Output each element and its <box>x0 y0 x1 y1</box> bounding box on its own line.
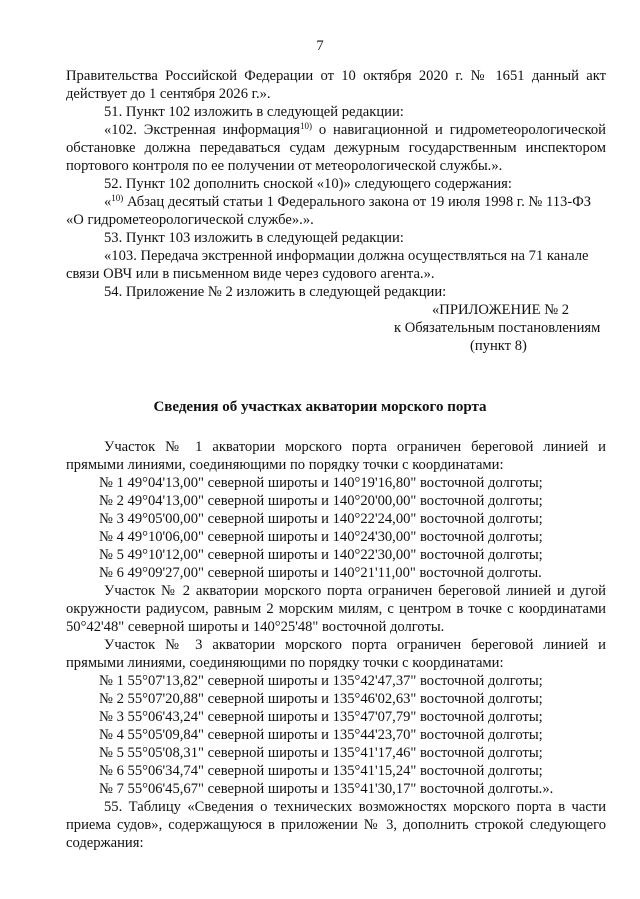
line-text: портового контроля по ее получении от метеорологической службы.». <box>66 158 503 174</box>
text-line <box>104 799 606 816</box>
text-line <box>66 817 606 834</box>
line-text: обстановке должна передаваться судам дежурным государственным инспектором <box>66 140 606 156</box>
text-line <box>66 158 502 175</box>
text-line <box>104 439 606 456</box>
line-text: № 7 55°06'45,67" северной широты и 135°41'30,17" восточной долготы.». <box>99 781 554 797</box>
line-text: № 5 55°05'08,31" северной широты и 135°41'17,46" восточной долготы; <box>99 745 543 761</box>
line-text: прямыми линиями, соединяющими по порядку точки с координатами: <box>66 457 504 473</box>
text-line <box>99 691 543 708</box>
line-text: Участок № 2 акватории морского порта ограничен береговой линией и дугой <box>104 583 606 599</box>
text-line <box>66 86 271 103</box>
text-line <box>66 655 504 672</box>
line-text: прямыми линиями, соединяющими по порядку точки с координатами: <box>66 655 504 671</box>
line-text: Участок № 3 акватории морского порта ограничен береговой линией и <box>104 637 606 653</box>
text-line <box>66 266 435 283</box>
page-number: 7 <box>316 38 324 54</box>
text-line <box>66 835 144 852</box>
line-text: № 1 55°07'13,82" северной широты и 135°42'47,37" восточной долготы; <box>99 673 543 689</box>
line-text: «ПРИЛОЖЕНИЕ № 2 <box>432 302 570 318</box>
text-line <box>99 727 543 744</box>
line-text: № 2 55°07'20,88" северной широты и 135°46'02,63" восточной долготы; <box>99 691 543 707</box>
line-text: 52. Пункт 102 дополнить сноской «10)» следующего содержания: <box>104 176 512 192</box>
text-line <box>99 763 543 780</box>
line-text: Участок № 1 акватории морского порта ограничен береговой линией и <box>104 439 606 455</box>
line-text: действует до 1 сентября 2026 г.». <box>66 86 271 102</box>
line-text: № 3 55°06'43,24" северной широты и 135°47'07,79" восточной долготы; <box>99 709 543 725</box>
text-line <box>104 248 588 265</box>
footnote-marker: 10) <box>299 122 312 131</box>
section-title <box>0 399 640 416</box>
line-text: приема судов», содержащуюся в приложении № 3, дополнить строкой следующего <box>66 817 606 833</box>
line-text: 53. Пункт 103 изложить в следующей редакции: <box>104 230 404 246</box>
text-line <box>104 176 512 193</box>
line-text: (пункт 8) <box>470 338 527 354</box>
line-text: 50°42'48" северной широты и 140°25'48" восточной долготы. <box>66 619 445 635</box>
line-text: № 4 49°10'06,00" северной широты и 140°24'30,00" восточной долготы; <box>99 529 543 545</box>
text-line <box>99 547 543 564</box>
line-text: № 6 55°06'34,74" северной широты и 135°41'15,24" восточной долготы; <box>99 763 543 779</box>
line-text: 54. Приложение № 2 изложить в следующей редакции: <box>104 284 447 300</box>
line-text: к Обязательным постановлениям <box>394 320 601 336</box>
line-text: Правительства Российской Федерации от 10 октября 2020 г. № 1651 данный акт <box>66 68 606 84</box>
text-line <box>104 104 404 121</box>
text-line <box>66 212 314 229</box>
line-text: окружности радиусом, равным 2 морским милям, с центром в точке с координатами <box>66 601 606 617</box>
line-text: № 1 49°04'13,00" северной широты и 140°19'16,80" восточной долготы; <box>99 475 543 491</box>
text-line <box>99 565 542 582</box>
line-text: содержания: <box>66 835 144 851</box>
text-line <box>99 493 543 510</box>
text-line <box>99 781 553 798</box>
text-line <box>99 745 543 762</box>
text-line <box>470 338 527 355</box>
text-line <box>432 302 569 319</box>
line-text: № 4 55°05'09,84" северной широты и 135°44'23,70" восточной долготы; <box>99 727 543 743</box>
text-line <box>99 673 543 690</box>
line-text: № 2 49°04'13,00" северной широты и 140°20'00,00" восточной долготы; <box>99 493 543 509</box>
text-line <box>66 457 504 474</box>
text-line <box>99 511 543 528</box>
line-text: № 6 49°09'27,00" северной широты и 140°21'11,00" восточной долготы. <box>99 565 542 581</box>
line-text: о навигационной и гидрометеорологической <box>311 122 606 138</box>
text-line <box>394 320 600 337</box>
text-line <box>99 475 543 492</box>
footnote-marker: 10) <box>111 193 124 203</box>
line-text: связи ОВЧ или в письменном виде через судового агента.». <box>66 266 435 282</box>
line-text: 55. Таблицу «Сведения о технических возможностях морского порта в части <box>104 799 606 815</box>
text-line <box>99 529 543 546</box>
line-text: «102. Экстренная информация <box>104 122 300 138</box>
line-text: «103. Передача экстренной информации должна осуществляться на 71 канале <box>104 248 589 264</box>
line-text: «О гидрометеорологической службе».». <box>66 212 314 228</box>
text-line <box>66 68 606 85</box>
text-line <box>104 122 606 139</box>
line-text: 51. Пункт 102 изложить в следующей редакции: <box>104 104 404 120</box>
line-text: № 3 49°05'00,00" северной широты и 140°22'24,00" восточной долготы; <box>99 511 543 527</box>
text-line <box>66 140 606 157</box>
text-line <box>104 194 591 211</box>
line-text: Абзац десятый статьи 1 Федерального закона от 19 июля 1998 г. № 113-ФЗ <box>123 194 592 210</box>
line-text: « <box>104 194 112 210</box>
text-line <box>104 637 606 654</box>
line-text: Сведения об участках акватории морского порта <box>153 399 487 415</box>
text-line <box>104 583 606 600</box>
text-line <box>66 619 444 636</box>
text-line <box>66 601 606 618</box>
text-line <box>104 284 446 301</box>
text-line <box>99 709 543 726</box>
text-line <box>104 230 404 247</box>
line-text: № 5 49°10'12,00" северной широты и 140°22'30,00" восточной долготы; <box>99 547 543 563</box>
